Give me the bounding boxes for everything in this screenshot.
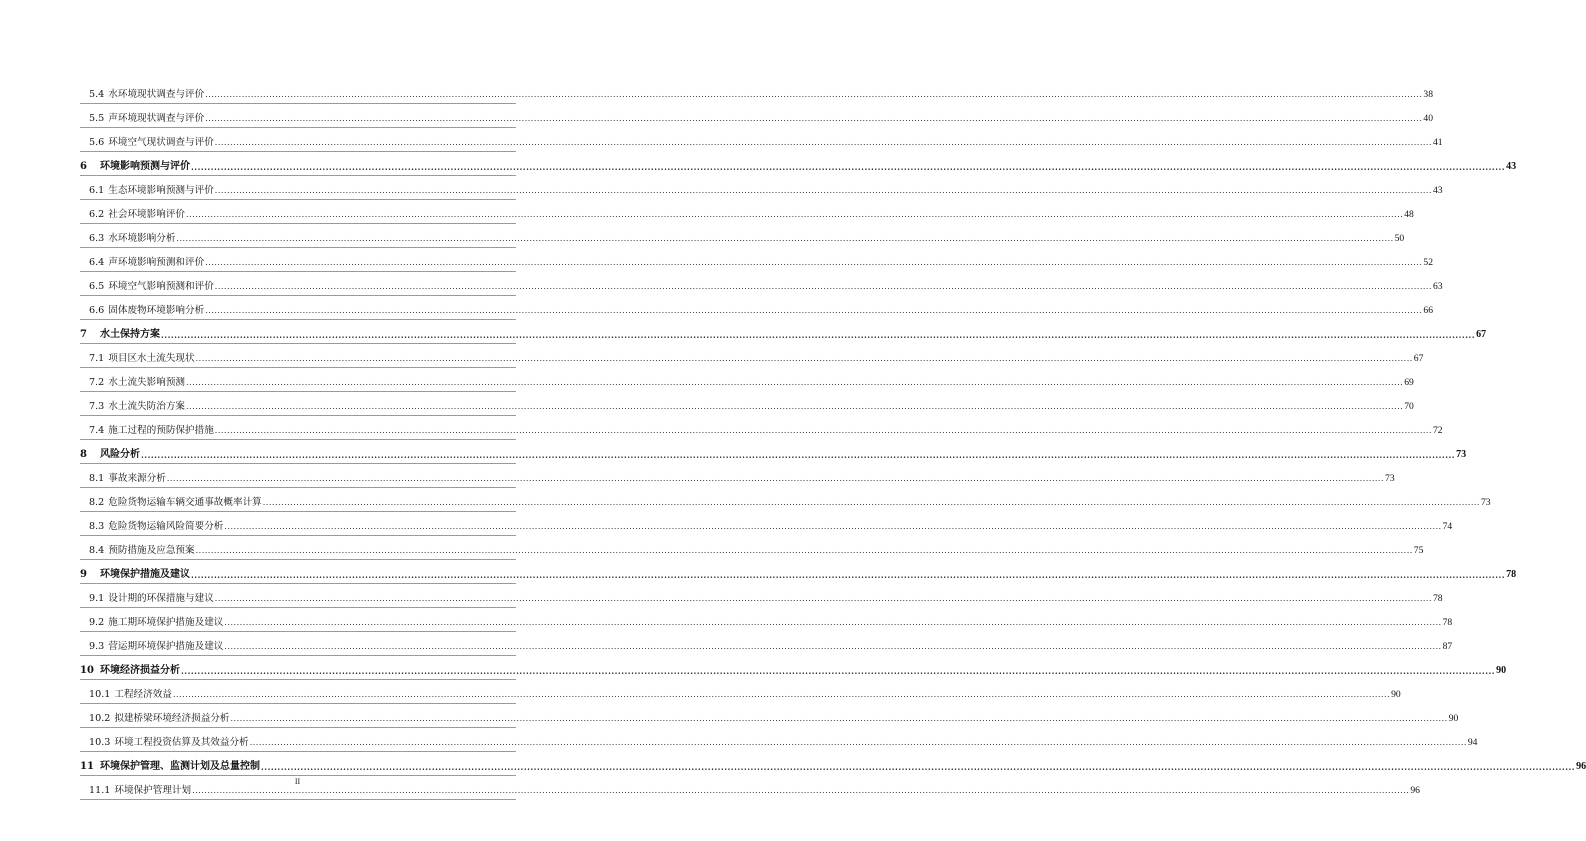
toc-section-entry[interactable] bbox=[80, 512, 1453, 536]
toc-entry-number: 8 bbox=[80, 449, 87, 460]
toc-entry-page: 78 bbox=[1442, 617, 1453, 628]
toc-entry-page: 75 bbox=[1413, 545, 1424, 556]
toc-section-entry[interactable] bbox=[80, 248, 1433, 272]
toc-entry-label bbox=[89, 713, 230, 727]
toc-entry-page: 40 bbox=[1423, 113, 1433, 124]
toc-leader-dots: ................................................................................................................................................................................................................................................................................................................................................................................................................ bbox=[224, 522, 1442, 531]
toc-entry-page: 73 bbox=[1385, 473, 1395, 484]
toc-leader-dots: ................................................................................................................................................................................................................................................................................................................................................................................................................ bbox=[230, 714, 1448, 723]
toc-section-entry[interactable] bbox=[80, 728, 1478, 752]
toc-entry-title: 环境影响预测与评价 bbox=[100, 161, 190, 172]
toc-entry-number: 11 bbox=[80, 761, 94, 772]
toc-section-entry[interactable] bbox=[80, 296, 1433, 320]
toc-entry-title: 声环境现状调查与评价 bbox=[108, 113, 205, 124]
toc-entry-page: 67 bbox=[1413, 353, 1424, 364]
toc-entry-label bbox=[89, 593, 214, 607]
toc-leader-dots: ................................................................................................................................................................................................................................................................................................................................................................................................................ bbox=[214, 426, 1432, 435]
toc-entry-title: 声环境影响预测和评价 bbox=[108, 257, 205, 268]
toc-section-entry[interactable] bbox=[80, 368, 1414, 392]
toc-entry-label bbox=[89, 281, 214, 295]
toc-leader-dots: ................................................................................................................................................................................................................................................................................................................................................................................................................ bbox=[224, 618, 1442, 627]
toc-entry-number: 6 bbox=[80, 161, 87, 172]
toc-entry-label bbox=[89, 185, 214, 199]
toc-leader-dots: ................................................................................................................................................................................................................................................................................................................................................................................................................ bbox=[249, 738, 1467, 747]
toc-leader-dots: ................................................................................................................................................................................................................................................................................................................................................................................................................ bbox=[176, 234, 1394, 243]
toc-section-entry[interactable] bbox=[80, 128, 1443, 152]
toc-entry-number: 9.3 bbox=[89, 641, 105, 652]
toc-entry-title: 预防措施及应急预案 bbox=[108, 545, 195, 556]
toc-entry-page: 38 bbox=[1423, 89, 1433, 100]
toc-entry-number: 7.4 bbox=[89, 425, 105, 436]
toc-entry-title: 营运期环境保护措施及建议 bbox=[108, 641, 224, 652]
page-number: II bbox=[294, 777, 301, 786]
toc-entry-title: 水环境影响分析 bbox=[108, 233, 176, 244]
table-of-contents bbox=[80, 80, 1586, 800]
toc-entry-label bbox=[89, 425, 214, 439]
toc-entry-number: 7.1 bbox=[89, 353, 105, 364]
toc-entry-page: 41 bbox=[1432, 137, 1443, 148]
toc-entry-title: 环境保护措施及建议 bbox=[100, 569, 190, 580]
toc-entry-label bbox=[89, 377, 185, 391]
toc-entry-label bbox=[80, 761, 260, 775]
toc-leader-dots: ................................................................................................................................................................................................................................................................................................................................................................................................................ bbox=[205, 258, 1423, 267]
toc-leader-dots: ................................................................................................................................................................................................................................................................................................................................................................................................................ bbox=[192, 786, 1410, 795]
toc-entry-label bbox=[89, 785, 191, 799]
toc-entry-title: 生态环境影响预测与评价 bbox=[108, 185, 214, 196]
toc-entry-page: 66 bbox=[1423, 305, 1433, 316]
toc-entry-number: 8.2 bbox=[89, 497, 105, 508]
toc-section-entry[interactable] bbox=[80, 464, 1395, 488]
toc-entry-page: 43 bbox=[1506, 161, 1517, 172]
toc-entry-title: 环境工程投资估算及其效益分析 bbox=[114, 737, 249, 748]
toc-entry-label bbox=[80, 329, 160, 343]
toc-entry-page: 94 bbox=[1467, 737, 1478, 748]
toc-leader-dots: ................................................................................................................................................................................................................................................................................................................................................................................................................ bbox=[191, 570, 1506, 580]
toc-leader-dots: ................................................................................................................................................................................................................................................................................................................................................................................................................ bbox=[214, 282, 1432, 291]
toc-entry-label bbox=[89, 305, 204, 319]
toc-entry-title: 施工过程的预防保护措施 bbox=[108, 425, 214, 436]
toc-leader-dots: ................................................................................................................................................................................................................................................................................................................................................................................................................ bbox=[261, 762, 1576, 772]
toc-entry-page: 52 bbox=[1423, 257, 1433, 268]
toc-entry-number: 5.4 bbox=[89, 89, 105, 100]
toc-entry-page: 43 bbox=[1432, 185, 1443, 196]
toc-entry-number: 11.1 bbox=[89, 785, 111, 796]
toc-entry-number: 6.5 bbox=[89, 281, 105, 292]
toc-entry-title: 项目区水土流失现状 bbox=[108, 353, 195, 364]
toc-entry-number: 10.1 bbox=[89, 689, 111, 700]
toc-entry-label bbox=[80, 161, 190, 175]
toc-entry-title: 社会环境影响评价 bbox=[108, 209, 186, 220]
toc-section-entry[interactable] bbox=[80, 632, 1453, 656]
toc-leader-dots: ................................................................................................................................................................................................................................................................................................................................................................................................................ bbox=[205, 90, 1423, 99]
toc-entry-number: 8.1 bbox=[89, 473, 105, 484]
toc-entry-number: 6.6 bbox=[89, 305, 105, 316]
toc-entry-page: 78 bbox=[1432, 593, 1443, 604]
toc-entry-title: 危险货物运输风险简要分析 bbox=[108, 521, 224, 532]
toc-section-entry[interactable] bbox=[80, 272, 1443, 296]
toc-entry-page: 74 bbox=[1442, 521, 1453, 532]
toc-leader-dots: ................................................................................................................................................................................................................................................................................................................................................................................................................ bbox=[181, 666, 1496, 676]
toc-entry-label bbox=[89, 497, 262, 511]
toc-entry-title: 环境空气现状调查与评价 bbox=[108, 137, 214, 148]
toc-section-entry[interactable] bbox=[80, 80, 1433, 104]
toc-entry-label bbox=[89, 209, 185, 223]
toc-entry-title: 危险货物运输车辆交通事故概率计算 bbox=[108, 497, 262, 508]
toc-entry-label bbox=[89, 353, 195, 367]
toc-chapter-entry[interactable] bbox=[80, 560, 1517, 584]
toc-section-entry[interactable] bbox=[80, 104, 1433, 128]
toc-leader-dots: ................................................................................................................................................................................................................................................................................................................................................................................................................ bbox=[205, 114, 1423, 123]
toc-entry-number: 7.3 bbox=[89, 401, 105, 412]
toc-entry-label bbox=[89, 137, 214, 151]
toc-chapter-entry[interactable] bbox=[80, 752, 1586, 776]
toc-chapter-entry[interactable] bbox=[80, 320, 1487, 344]
toc-entry-number: 7 bbox=[80, 329, 87, 340]
toc-leader-dots: ................................................................................................................................................................................................................................................................................................................................................................................................................ bbox=[141, 450, 1456, 460]
toc-entry-title: 设计期的环保措施与建议 bbox=[108, 593, 214, 604]
toc-entry-label bbox=[80, 665, 180, 679]
toc-section-entry[interactable] bbox=[80, 392, 1414, 416]
toc-section-entry[interactable] bbox=[80, 536, 1424, 560]
toc-entry-label bbox=[89, 521, 223, 535]
toc-entry-number: 5.5 bbox=[89, 113, 105, 124]
toc-leader-dots: ................................................................................................................................................................................................................................................................................................................................................................................................................ bbox=[214, 594, 1432, 603]
toc-entry-title: 事故来源分析 bbox=[108, 473, 166, 484]
toc-section-entry[interactable] bbox=[80, 344, 1424, 368]
toc-entry-label bbox=[89, 113, 204, 127]
toc-entry-page: 90 bbox=[1448, 713, 1459, 724]
toc-leader-dots: ................................................................................................................................................................................................................................................................................................................................................................................................................ bbox=[191, 162, 1506, 172]
toc-section-entry[interactable] bbox=[80, 704, 1459, 728]
toc-section-entry[interactable] bbox=[80, 200, 1414, 224]
toc-entry-number: 7.2 bbox=[89, 377, 105, 388]
toc-leader-dots: ................................................................................................................................................................................................................................................................................................................................................................................................................ bbox=[214, 138, 1432, 147]
toc-entry-label bbox=[89, 233, 175, 247]
toc-entry-page: 96 bbox=[1410, 785, 1420, 796]
toc-entry-number: 5.6 bbox=[89, 137, 105, 148]
toc-entry-number: 10 bbox=[80, 665, 94, 676]
toc-entry-label bbox=[89, 737, 249, 751]
toc-entry-title: 水土流失影响预测 bbox=[108, 377, 186, 388]
toc-leader-dots: ................................................................................................................................................................................................................................................................................................................................................................................................................ bbox=[166, 474, 1385, 483]
toc-leader-dots: ................................................................................................................................................................................................................................................................................................................................................................................................................ bbox=[214, 186, 1432, 195]
toc-entry-number: 6.2 bbox=[89, 209, 105, 220]
toc-leader-dots: ................................................................................................................................................................................................................................................................................................................................................................................................................ bbox=[195, 546, 1413, 555]
toc-leader-dots: ................................................................................................................................................................................................................................................................................................................................................................................................................ bbox=[186, 402, 1404, 411]
toc-chapter-entry[interactable] bbox=[80, 152, 1517, 176]
toc-entry-title: 风险分析 bbox=[100, 449, 140, 460]
toc-leader-dots: ................................................................................................................................................................................................................................................................................................................................................................................................................ bbox=[161, 330, 1476, 340]
toc-entry-label bbox=[89, 89, 204, 103]
toc-leader-dots: ................................................................................................................................................................................................................................................................................................................................................................................................................ bbox=[195, 354, 1413, 363]
toc-leader-dots: ................................................................................................................................................................................................................................................................................................................................................................................................................ bbox=[224, 642, 1442, 651]
toc-entry-title: 环境保护管理计划 bbox=[114, 785, 192, 796]
toc-entry-page: 48 bbox=[1404, 209, 1414, 220]
toc-entry-label bbox=[89, 617, 223, 631]
toc-entry-title: 施工期环境保护措施及建议 bbox=[108, 617, 224, 628]
toc-section-entry[interactable] bbox=[80, 584, 1443, 608]
toc-entry-title: 环境空气影响预测和评价 bbox=[108, 281, 214, 292]
toc-entry-page: 70 bbox=[1404, 401, 1414, 412]
toc-entry-page: 78 bbox=[1506, 569, 1517, 580]
toc-section-entry[interactable] bbox=[80, 416, 1443, 440]
toc-entry-label bbox=[89, 689, 172, 703]
toc-entry-page: 87 bbox=[1442, 641, 1453, 652]
toc-entry-label bbox=[89, 473, 166, 487]
toc-entry-page: 73 bbox=[1456, 449, 1467, 460]
toc-entry-page: 67 bbox=[1476, 329, 1487, 340]
toc-section-entry[interactable] bbox=[80, 488, 1491, 512]
toc-entry-page: 90 bbox=[1496, 665, 1507, 676]
toc-leader-dots: ................................................................................................................................................................................................................................................................................................................................................................................................................ bbox=[205, 306, 1423, 315]
toc-entry-page: 69 bbox=[1404, 377, 1414, 388]
toc-entry-title: 水环境现状调查与评价 bbox=[108, 89, 205, 100]
toc-entry-title: 水土保持方案 bbox=[100, 329, 160, 340]
toc-section-entry[interactable] bbox=[80, 224, 1405, 248]
toc-entry-number: 8.4 bbox=[89, 545, 105, 556]
toc-entry-page: 90 bbox=[1391, 689, 1401, 700]
toc-entry-page: 96 bbox=[1576, 761, 1586, 772]
toc-leader-dots: ................................................................................................................................................................................................................................................................................................................................................................................................................ bbox=[186, 378, 1404, 387]
toc-chapter-entry[interactable] bbox=[80, 440, 1467, 464]
toc-leader-dots: ................................................................................................................................................................................................................................................................................................................................................................................................................ bbox=[262, 498, 1480, 507]
toc-entry-label bbox=[89, 257, 204, 271]
toc-entry-title: 水土流失防治方案 bbox=[108, 401, 186, 412]
toc-entry-number: 9.1 bbox=[89, 593, 105, 604]
toc-entry-title: 工程经济效益 bbox=[114, 689, 172, 700]
toc-entry-title: 固体废物环境影响分析 bbox=[108, 305, 205, 316]
toc-leader-dots: ................................................................................................................................................................................................................................................................................................................................................................................................................ bbox=[186, 210, 1404, 219]
toc-entry-number: 6.3 bbox=[89, 233, 105, 244]
toc-section-entry[interactable] bbox=[80, 176, 1443, 200]
toc-entry-title: 环境经济损益分析 bbox=[100, 665, 180, 676]
toc-entry-page: 73 bbox=[1480, 497, 1491, 508]
toc-entry-number: 10.2 bbox=[89, 713, 111, 724]
toc-entry-number: 10.3 bbox=[89, 737, 111, 748]
toc-section-entry[interactable] bbox=[80, 680, 1401, 704]
toc-chapter-entry[interactable] bbox=[80, 656, 1507, 680]
toc-entry-page: 63 bbox=[1432, 281, 1443, 292]
toc-entry-label bbox=[89, 545, 195, 559]
toc-entry-number: 8.3 bbox=[89, 521, 105, 532]
toc-entry-page: 72 bbox=[1432, 425, 1443, 436]
toc-entry-page: 50 bbox=[1394, 233, 1405, 244]
toc-section-entry[interactable] bbox=[80, 608, 1453, 632]
toc-entry-number: 9 bbox=[80, 569, 87, 580]
toc-entry-number: 9.2 bbox=[89, 617, 105, 628]
toc-entry-title: 环境保护管理、监测计划及总量控制 bbox=[100, 761, 260, 772]
toc-entry-label bbox=[80, 569, 190, 583]
toc-entry-title: 拟建桥梁环境经济损益分析 bbox=[114, 713, 230, 724]
toc-entry-number: 6.1 bbox=[89, 185, 105, 196]
toc-leader-dots: ................................................................................................................................................................................................................................................................................................................................................................................................................ bbox=[172, 690, 1391, 699]
toc-entry-label bbox=[80, 449, 140, 463]
toc-entry-label bbox=[89, 401, 185, 415]
toc-entry-label bbox=[89, 641, 223, 655]
toc-entry-number: 6.4 bbox=[89, 257, 105, 268]
